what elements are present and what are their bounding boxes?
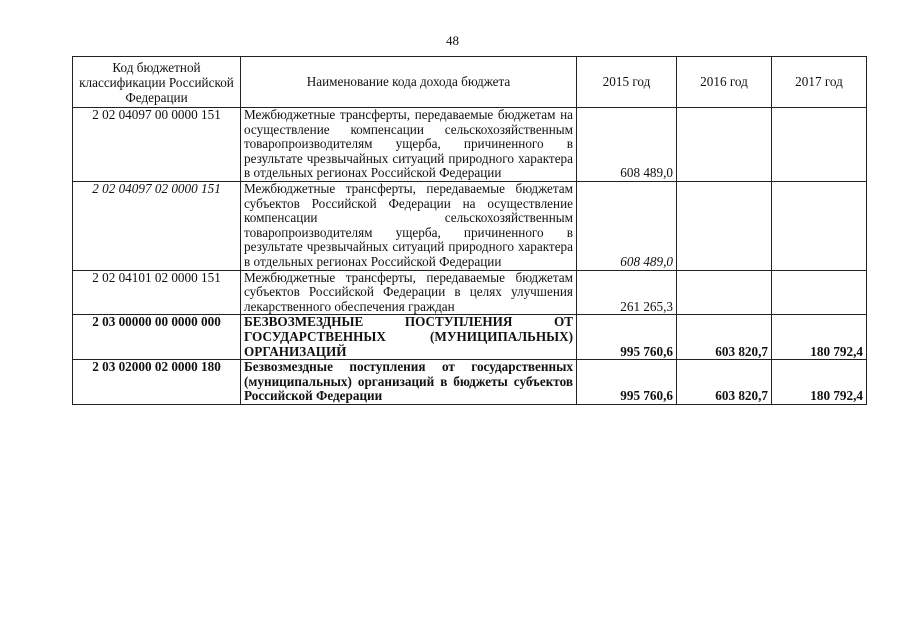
row-value-2017 xyxy=(772,181,867,270)
row-value-2016 xyxy=(677,181,772,270)
row-value-2015: 608 489,0 xyxy=(577,108,677,182)
row-value-2015: 608 489,0 xyxy=(577,181,677,270)
row-name: Межбюджетные трансферты, передаваемые бюджетам субъектов Российской Федерации в целях улучшения лекарственного обеспечения граждан xyxy=(241,270,577,315)
row-value-2016: 603 820,7 xyxy=(677,315,772,360)
header-2016: 2016 год xyxy=(677,57,772,108)
row-value-2017 xyxy=(772,270,867,315)
row-value-2015: 995 760,6 xyxy=(577,360,677,405)
page-number: 48 xyxy=(446,33,459,48)
row-name: Межбюджетные трансферты, передаваемые бюджетам на осуществление компенсации сельскохозяйственным товаропроизводителям ущерба, причиненного в результате чрезвычайных ситуаций природного характера в отдельных регионах Российской Федерации xyxy=(241,108,577,182)
row-code: 2 03 00000 00 0000 000 xyxy=(73,315,241,360)
row-value-2016 xyxy=(677,108,772,182)
row-value-2015: 261 265,3 xyxy=(577,270,677,315)
table-row xyxy=(73,315,867,360)
table-row xyxy=(73,108,867,182)
row-code: 2 03 02000 02 0000 180 xyxy=(73,360,241,405)
row-value-2017 xyxy=(772,108,867,182)
header-name: Наименование кода дохода бюджета xyxy=(241,57,577,108)
row-code: 2 02 04097 00 0000 151 xyxy=(73,108,241,182)
row-value-2016: 603 820,7 xyxy=(677,360,772,405)
budget-revenue-table xyxy=(72,56,867,405)
row-value-2016 xyxy=(677,270,772,315)
table-row xyxy=(73,360,867,405)
row-name: Межбюджетные трансферты, передаваемые бюджетам субъектов Российской Федерации на осуществление компенсации сельскохозяйственным товаропроизводителям ущерба, причиненного в результате чрезвычайных ситуаций природного характера в отдельных регионах Российской Федерации xyxy=(241,181,577,270)
header-code: Код бюджетной классификации Российской Федерации xyxy=(73,57,241,108)
row-name: Безвозмездные поступления от государственных (муниципальных) организаций в бюджеты субъектов Российской Федерации xyxy=(241,360,577,405)
row-code: 2 02 04101 02 0000 151 xyxy=(73,270,241,315)
table-header-row xyxy=(73,57,867,108)
row-name: БЕЗВОЗМЕЗДНЫЕ ПОСТУПЛЕНИЯ ОТ ГОСУДАРСТВЕННЫХ (МУНИЦИПАЛЬНЫХ) ОРГАНИЗАЦИЙ xyxy=(241,315,577,360)
row-value-2015: 995 760,6 xyxy=(577,315,677,360)
row-code: 2 02 04097 02 0000 151 xyxy=(73,181,241,270)
table-row xyxy=(73,270,867,315)
header-2015: 2015 год xyxy=(577,57,677,108)
table-row xyxy=(73,181,867,270)
row-value-2017: 180 792,4 xyxy=(772,360,867,405)
row-value-2017: 180 792,4 xyxy=(772,315,867,360)
header-2017: 2017 год xyxy=(772,57,867,108)
